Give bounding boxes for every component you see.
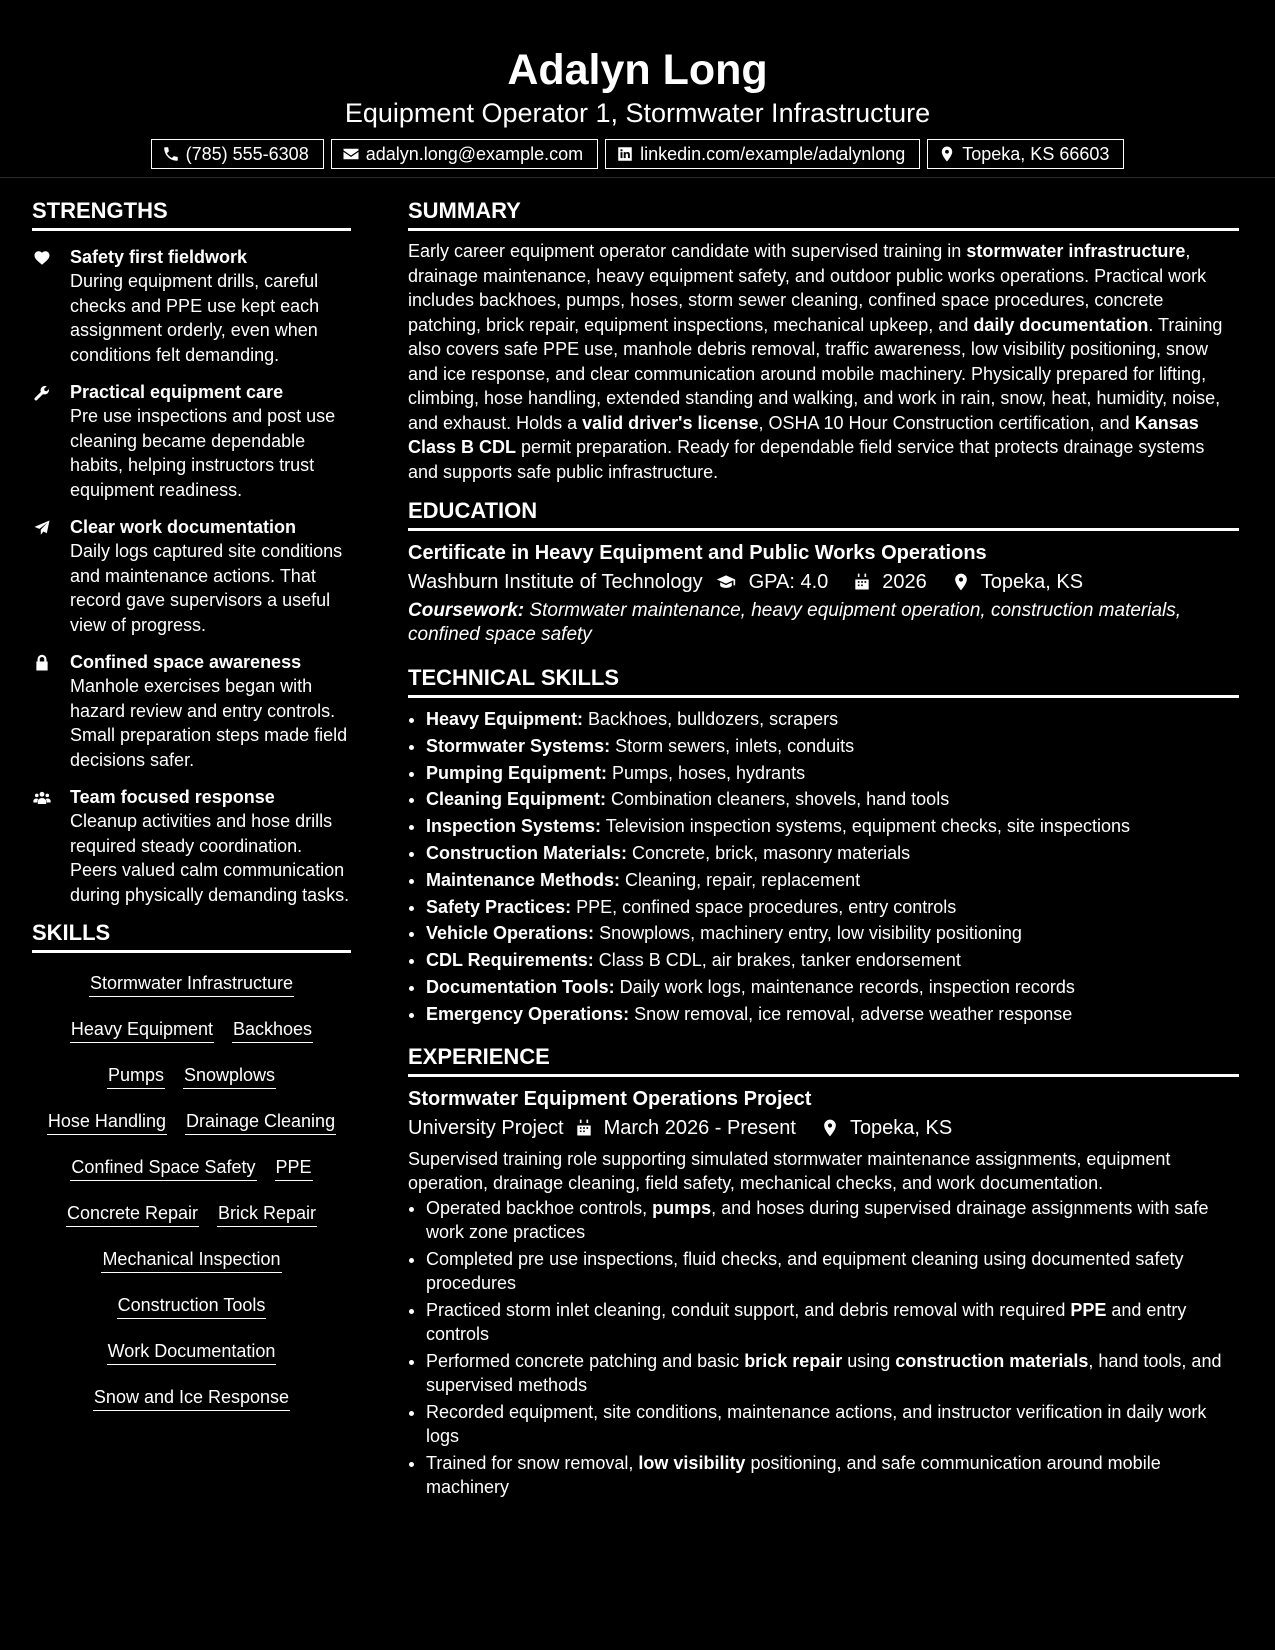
technical-skill-value: Concrete, brick, masonry materials <box>627 842 911 863</box>
skill-tag: Heavy Equipment <box>70 1017 214 1043</box>
technical-skill-item <box>426 786 1239 813</box>
graduation-cap-icon <box>713 572 739 592</box>
experience-dates: March 2026 - Present <box>603 1116 796 1139</box>
experience-bullet-text: , hand tools, and supervised methods <box>426 1350 1222 1396</box>
experience-bullet-emphasis: low visibility <box>638 1452 746 1473</box>
skill-tag: Work Documentation <box>107 1339 277 1365</box>
summary-text: Early career equipment operator candidate with supervised training in <box>408 241 967 261</box>
location-icon <box>951 572 971 592</box>
strengths-heading: STRENGTHS <box>32 198 351 231</box>
experience-bullets <box>408 1196 1239 1500</box>
summary-emphasis: valid driver's license <box>582 412 759 433</box>
technical-skill-label: Emergency Operations: <box>426 1003 630 1024</box>
technical-skills-list <box>408 706 1239 1028</box>
experience-bullet-emphasis: PPE <box>1070 1299 1107 1320</box>
linkedin-contact[interactable] <box>605 139 920 169</box>
coursework <box>408 599 1239 647</box>
technical-skill-item <box>426 813 1239 840</box>
technical-skills-heading: TECHNICAL SKILLS <box>408 665 1239 698</box>
technical-skill-value: Class B CDL, air brakes, tanker endorsement <box>593 950 961 971</box>
technical-skill-label: Cleaning Equipment: <box>426 789 606 810</box>
technical-skill-item <box>426 760 1239 787</box>
gpa: GPA: 4.0 <box>748 571 829 593</box>
strength-title: Clear work documentation <box>70 517 297 537</box>
experience-bullet-emphasis: pumps <box>652 1197 712 1218</box>
strength-title: Confined space awareness <box>70 652 302 672</box>
experience-bullet-text: Completed pre use inspections, fluid checks, and equipment cleaning using documented safety procedures <box>426 1248 1184 1294</box>
experience-bullet <box>426 1196 1239 1245</box>
users-icon <box>32 789 52 807</box>
job-title: Equipment Operator 1, Stormwater Infrastructure <box>344 98 931 128</box>
experience-bullet-text: , and hoses during supervised drainage assignments with safe work zone practices <box>426 1197 1209 1243</box>
location-icon <box>820 1118 840 1138</box>
experience-bullet-emphasis: construction materials <box>895 1350 1089 1371</box>
experience-bullet <box>426 1349 1239 1398</box>
experience-heading: EXPERIENCE <box>408 1044 1239 1077</box>
coursework-label: Coursework: <box>408 600 525 621</box>
phone-icon <box>162 145 180 163</box>
skill-tag: Stormwater Infrastructure <box>89 971 294 997</box>
strength-body: Manhole exercises began with hazard review and entry controls. Small preparation steps made field decisions safer. <box>70 676 348 770</box>
technical-skill-label: Stormwater Systems: <box>426 735 611 756</box>
school-name: Washburn Institute of Technology <box>408 571 703 593</box>
strength-body: Cleanup activities and hose drills required steady coordination. Peers valued calm communication during physically demanding tasks. <box>70 811 350 905</box>
experience-bullet-text: and entry controls <box>426 1299 1187 1345</box>
calendar-icon <box>852 572 872 592</box>
technical-skill-label: Construction Materials: <box>426 842 628 863</box>
graduation-year: 2026 <box>882 571 927 593</box>
experience-bullet <box>426 1247 1239 1296</box>
skill-tag: Mechanical Inspection <box>101 1247 281 1273</box>
experience-bullet <box>426 1451 1239 1500</box>
education-heading: EDUCATION <box>408 498 1239 531</box>
email-text: adalyn.long@example.com <box>365 143 584 164</box>
location-text: Topeka, KS 66603 <box>962 143 1110 164</box>
experience-bullet-text: Performed concrete patching and basic <box>426 1350 745 1371</box>
wrench-icon <box>32 384 52 402</box>
experience-bullet <box>426 1298 1239 1347</box>
strength-item <box>32 515 351 637</box>
location-contact <box>927 139 1124 169</box>
strength-body: Daily logs captured site conditions and maintenance actions. That record gave supervisors a useful view of progress. <box>70 541 343 635</box>
skill-tag: Hose Handling <box>47 1109 167 1135</box>
summary-text <box>408 239 1239 484</box>
summary-emphasis: daily documentation <box>973 314 1149 335</box>
technical-skill-label: Maintenance Methods: <box>426 869 621 890</box>
strength-title: Safety first fieldwork <box>70 247 248 267</box>
strength-item <box>32 245 351 367</box>
skill-tag: Construction Tools <box>117 1293 267 1319</box>
technical-skill-value: Snow removal, ice removal, adverse weather response <box>629 1003 1073 1024</box>
skills-list <box>32 961 351 1429</box>
candidate-name: Adalyn Long <box>507 46 768 94</box>
technical-skill-label: Documentation Tools: <box>426 976 615 997</box>
strength-item <box>32 380 351 502</box>
technical-skill-item <box>426 840 1239 867</box>
email-contact[interactable] <box>331 139 598 169</box>
skills-heading: SKILLS <box>32 920 351 953</box>
technical-skill-item <box>426 894 1239 921</box>
summary-text: , OSHA 10 Hour Construction certification, and <box>758 412 1135 433</box>
technical-skill-label: Pumping Equipment: <box>426 762 607 783</box>
experience-meta <box>408 1113 1239 1143</box>
contact-bar <box>0 139 1275 169</box>
experience-title: Stormwater Equipment Operations Project <box>408 1087 812 1110</box>
summary-text: . Training also covers safe PPE use, manhole debris removal, traffic awareness, low visibility positioning, snow and ice response, and clear communication around mobile machinery. Physically prepared for lifting, climbing, hose handling, extended standing and walking, and work in rain, snow, heat, humidity, noise, and exhaust. Holds a <box>408 314 1223 433</box>
technical-skill-item <box>426 733 1239 760</box>
degree-title: Certificate in Heavy Equipment and Public Works Operations <box>408 542 987 564</box>
envelope-icon <box>342 145 360 163</box>
technical-skill-item <box>426 974 1239 1001</box>
experience-bullet-text: Practiced storm inlet cleaning, conduit support, and debris removal with required <box>426 1299 1071 1320</box>
summary-text: permit preparation. Ready for dependable field service that protects drainage systems and supports safe public infrastructure. <box>408 437 1205 482</box>
experience-description: Supervised training role supporting simulated stormwater maintenance assignments, equipment operation, drainage cleaning, field safety, mechanical checks, and work documentation. <box>408 1148 1171 1194</box>
strength-title: Practical equipment care <box>70 382 284 402</box>
technical-skill-item <box>426 920 1239 947</box>
experience-bullet-text: positioning, and safe communication around mobile machinery <box>426 1452 1161 1498</box>
linkedin-text: linkedin.com/example/adalynlong <box>640 143 906 164</box>
strength-item <box>32 785 351 907</box>
technical-skill-label: Inspection Systems: <box>426 816 602 837</box>
education-meta <box>408 567 1239 597</box>
technical-skill-value: PPE, confined space procedures, entry controls <box>571 896 957 917</box>
paper-plane-icon <box>32 519 52 537</box>
skill-tag: PPE <box>275 1155 313 1181</box>
skill-tag: Concrete Repair <box>66 1201 199 1227</box>
experience-org: University Project <box>408 1116 564 1139</box>
technical-skill-value: Backhoes, bulldozers, scrapers <box>583 709 839 729</box>
technical-skill-item <box>426 1001 1239 1028</box>
summary-heading: SUMMARY <box>408 198 1239 231</box>
resume-header <box>0 0 1275 178</box>
strength-title: Team focused response <box>70 787 275 807</box>
technical-skill-value: Combination cleaners, shovels, hand tools <box>606 789 950 810</box>
summary-text: , drainage maintenance, heavy equipment safety, and outdoor public works operations. Practical work includes backhoes, pumps, hoses, storm sewer cleaning, confined space procedures, concrete patching, brick repair, equipment inspections, mechanical upkeep, and <box>408 241 1207 335</box>
technical-skill-value: Cleaning, repair, replacement <box>620 869 861 890</box>
strength-body: Pre use inspections and post use cleaning became dependable habits, helping instructors trust equipment readiness. <box>70 406 336 500</box>
skill-tag: Confined Space Safety <box>70 1155 256 1181</box>
summary-emphasis: Kansas Class B CDL <box>408 412 1199 457</box>
technical-skill-value: Pumps, hoses, hydrants <box>606 762 806 783</box>
skill-tag: Drainage Cleaning <box>185 1109 336 1135</box>
left-column <box>32 198 351 1502</box>
technical-skill-value: Television inspection systems, equipment checks, site inspections <box>601 816 1130 837</box>
strength-body: During equipment drills, careful checks and PPE use kept each assignment orderly, even when conditions felt demanding. <box>70 271 320 365</box>
lock-icon <box>32 654 52 672</box>
phone-text: (785) 555-6308 <box>185 143 309 164</box>
location-icon <box>938 145 956 163</box>
skill-tag: Pumps <box>107 1063 165 1089</box>
education-location: Topeka, KS <box>980 571 1084 593</box>
strength-item <box>32 650 351 772</box>
technical-skill-item <box>426 867 1239 894</box>
summary-emphasis: stormwater infrastructure <box>966 241 1186 261</box>
technical-skill-label: CDL Requirements: <box>426 950 594 971</box>
experience-bullet-text: Recorded equipment, site conditions, maintenance actions, and instructor verification in daily work logs <box>426 1401 1207 1447</box>
technical-skill-label: Safety Practices: <box>426 896 572 917</box>
heart-icon <box>32 249 52 267</box>
experience-bullet-emphasis: brick repair <box>744 1350 843 1371</box>
technical-skill-value: Daily work logs, maintenance records, inspection records <box>614 976 1075 997</box>
skill-tag: Snowplows <box>183 1063 276 1089</box>
right-column <box>408 198 1239 1502</box>
calendar-icon <box>574 1118 594 1138</box>
skill-tag: Brick Repair <box>217 1201 317 1227</box>
experience-bullet-text: Trained for snow removal, <box>426 1452 639 1473</box>
technical-skill-value: Snowplows, machinery entry, low visibility positioning <box>594 923 1022 944</box>
technical-skill-value: Storm sewers, inlets, conduits <box>610 735 855 756</box>
skill-tag: Backhoes <box>232 1017 313 1043</box>
technical-skill-item <box>426 947 1239 974</box>
skill-tag: Snow and Ice Response <box>93 1385 290 1411</box>
technical-skill-label: Vehicle Operations: <box>426 923 595 944</box>
experience-bullet <box>426 1400 1239 1449</box>
experience-location: Topeka, KS <box>849 1116 953 1139</box>
experience-bullet-text: using <box>842 1350 896 1371</box>
technical-skill-label: Heavy Equipment: <box>426 709 584 729</box>
phone-contact[interactable] <box>151 139 324 169</box>
strengths-list <box>32 239 351 907</box>
linkedin-icon <box>616 145 634 163</box>
technical-skill-item <box>426 706 1239 733</box>
coursework-text: Stormwater maintenance, heavy equipment operation, construction materials, confined space safety <box>408 600 1182 645</box>
experience-bullet-text: Operated backhoe controls, <box>426 1197 653 1218</box>
